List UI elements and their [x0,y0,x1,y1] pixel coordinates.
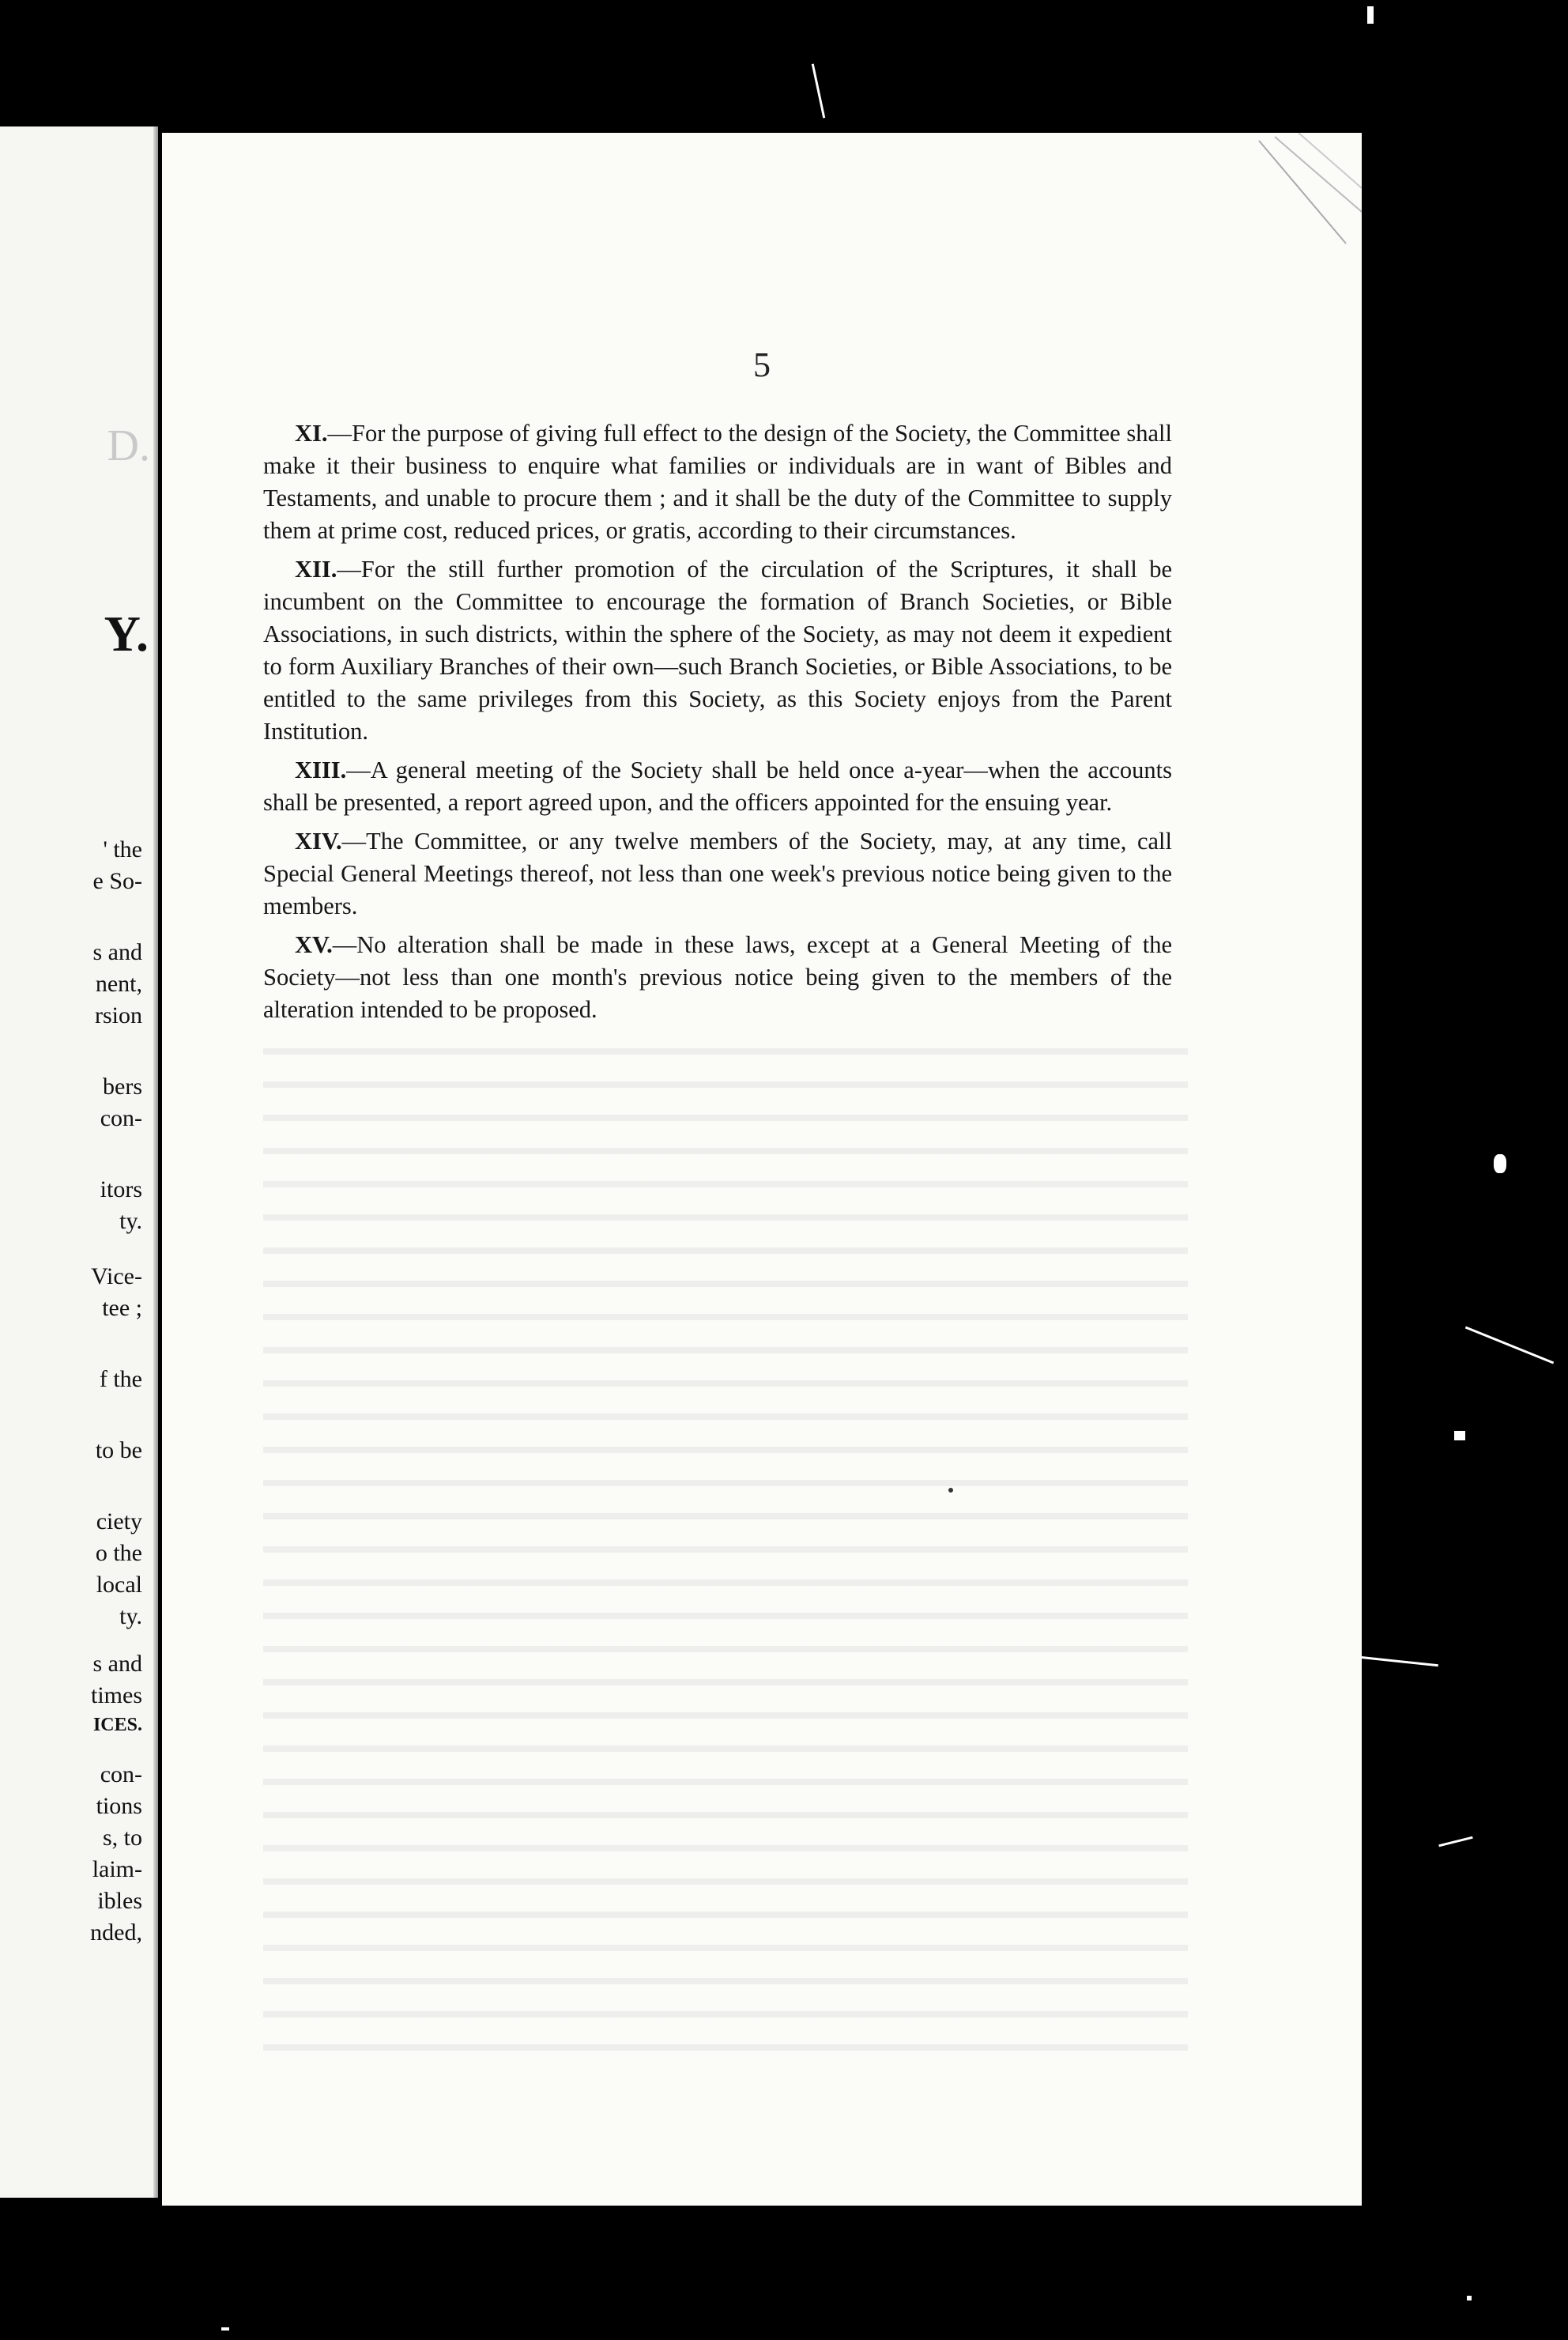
page-number: 5 [753,345,771,384]
scan-speck [1494,1154,1506,1173]
left-line: Vice- [91,1263,142,1289]
left-line: con- [100,1761,142,1787]
rules-text [263,417,1172,1032]
scan-lint [1438,1836,1472,1847]
left-line: s and [92,939,142,965]
left-page-text [0,126,153,2198]
rule-text: —For the still further promotion of the circulation of the Scriptures, it shall be incumbent on the Committee to encourage the formation of Branch Societies, or Bible Associations, in such districts, within the sphere of the Society, as may not deem it expedient to form Auxiliary Branches of their own—such Branch Societies, or Bible Associations, to be entitled to the same privileges from this Society, as this Society enjoys from the Parent Institution. [263,556,1172,745]
left-line: bers [103,1074,142,1100]
scan-speck [1467,2296,1472,2300]
left-line: tions [96,1793,142,1819]
rule-text: —The Committee, or any twelve members of the Society, may, at any time, call Special General Meetings thereof, not less than one week's previous notice being given to the members. [263,828,1172,919]
left-line: ciety [96,1508,142,1534]
left-line: ICES. [92,1715,142,1735]
left-line: nded, [90,1919,142,1946]
left-line: o the [95,1540,142,1566]
bleed-through-text [263,1034,1188,2078]
left-line: f the [99,1366,142,1392]
left-line: con- [100,1105,142,1131]
left-line: local [96,1572,142,1598]
left-line: nent, [95,971,142,997]
rule-number: XIII. [295,757,347,783]
left-line: laim- [92,1856,142,1882]
rule-text: —No alteration shall be made in these laws, except at a General Meeting of the Society—not less than one month's previous notice being given to the members of the alteration intended to be proposed. [263,931,1172,1023]
rule-number: XII. [295,556,337,583]
left-line: to be [95,1437,142,1463]
main-page [162,133,1362,2206]
left-line: ibles [97,1888,142,1914]
left-line: rsion [95,1002,142,1028]
left-faint-mark: D. [107,421,150,470]
left-line: itors [100,1176,142,1202]
rule-text: —A general meeting of the Society shall be held once a-year—when the accounts shall be presented, a report agreed upon, and the officers appointed for the ensuing year. [263,757,1172,816]
rule-text: —For the purpose of giving full effect to the design of the Society, the Committee shall make it their business to enquire what families or individuals are in want of Bibles and Testaments, and unable to procure them ; and it shall be the duty of the Committee to supply them at prime cost, reduced prices, or gratis, according to their circumstances. [263,420,1172,544]
rule-paragraph [263,754,1172,819]
rule-number: XV. [295,931,333,958]
scan-speck [221,2327,229,2331]
scan-lint [812,63,825,118]
page-gutter [153,126,158,2198]
left-heading-fragment: Y. [104,606,149,662]
scan-speck [1454,1431,1465,1440]
left-line: s, to [102,1825,142,1851]
scan-lint [1465,1327,1554,1364]
scan-lint [1359,1656,1438,1666]
scan-speck [1367,6,1374,24]
rule-paragraph [263,929,1172,1026]
left-line: ' the [103,836,142,862]
left-page-fragment [0,126,158,2198]
left-line: e So- [92,868,142,894]
rule-paragraph [263,825,1172,923]
left-line: s and [92,1651,142,1677]
rule-number: XI. [295,420,328,447]
left-line: times [91,1682,142,1708]
left-line: ty. [119,1603,142,1629]
rule-paragraph [263,553,1172,748]
left-line: ty. [119,1208,142,1234]
rule-paragraph [263,417,1172,547]
corner-scratch-marks [1251,133,1362,251]
rule-number: XIV. [295,828,342,855]
left-line: tee ; [102,1295,142,1321]
ink-dot [948,1488,953,1493]
